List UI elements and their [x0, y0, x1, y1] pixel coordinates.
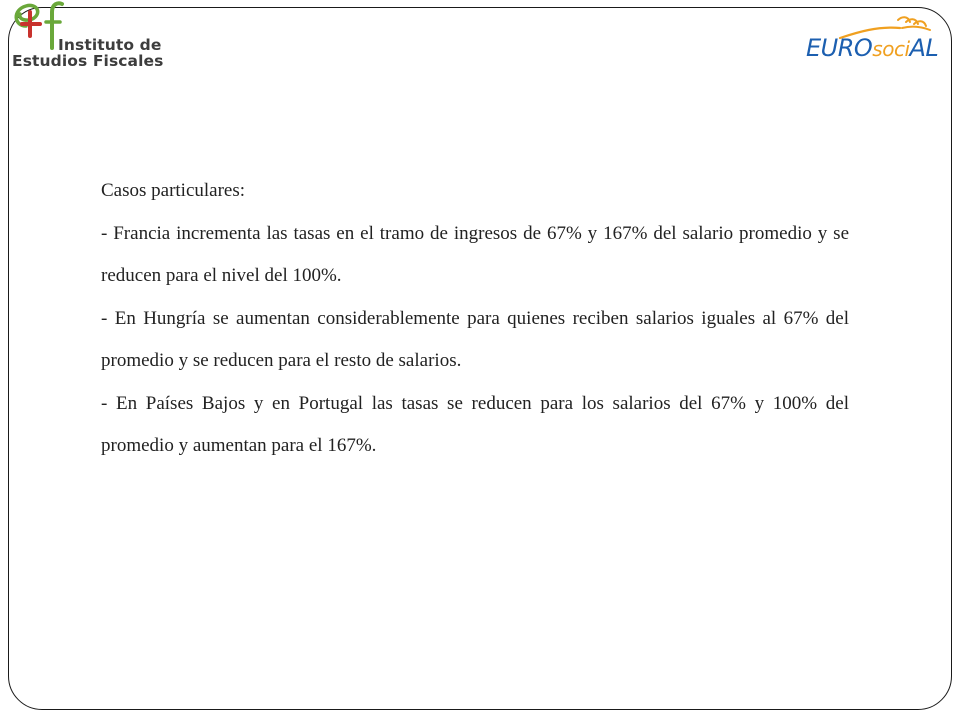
eurosocial-middle: soci	[872, 37, 910, 61]
eurosocial-suffix: AL	[909, 34, 939, 62]
eurosocial-prefix: EURO	[806, 34, 873, 62]
body-paragraph-francia: - Francia incrementa las tasas en el tramo de ingresos de 67% y 167% del salario promedio y se reducen para el nivel del 100%.	[101, 222, 849, 286]
slide-body	[101, 170, 849, 468]
body-paragraph-hungria: - En Hungría se aumentan considerablemente para quienes reciben salarios iguales al 67% del promedio y se reducen para el resto de salarios.	[101, 307, 849, 371]
eurosocial-wordmark	[806, 34, 938, 62]
ief-logo-mark-icon	[6, 0, 66, 52]
ief-logo-line1: Instituto de	[58, 36, 162, 54]
body-paragraph-paises-bajos-portugal: - En Países Bajos y en Portugal las tasas se reducen para los salarios del 67% y 100% del promedio y aumentan para el 167%.	[101, 392, 849, 456]
ief-logo-line2: Estudios Fiscales	[12, 52, 164, 70]
eurosocial-logo	[798, 14, 938, 70]
body-heading: Casos particulares:	[101, 180, 246, 201]
ief-logo	[0, 0, 170, 80]
